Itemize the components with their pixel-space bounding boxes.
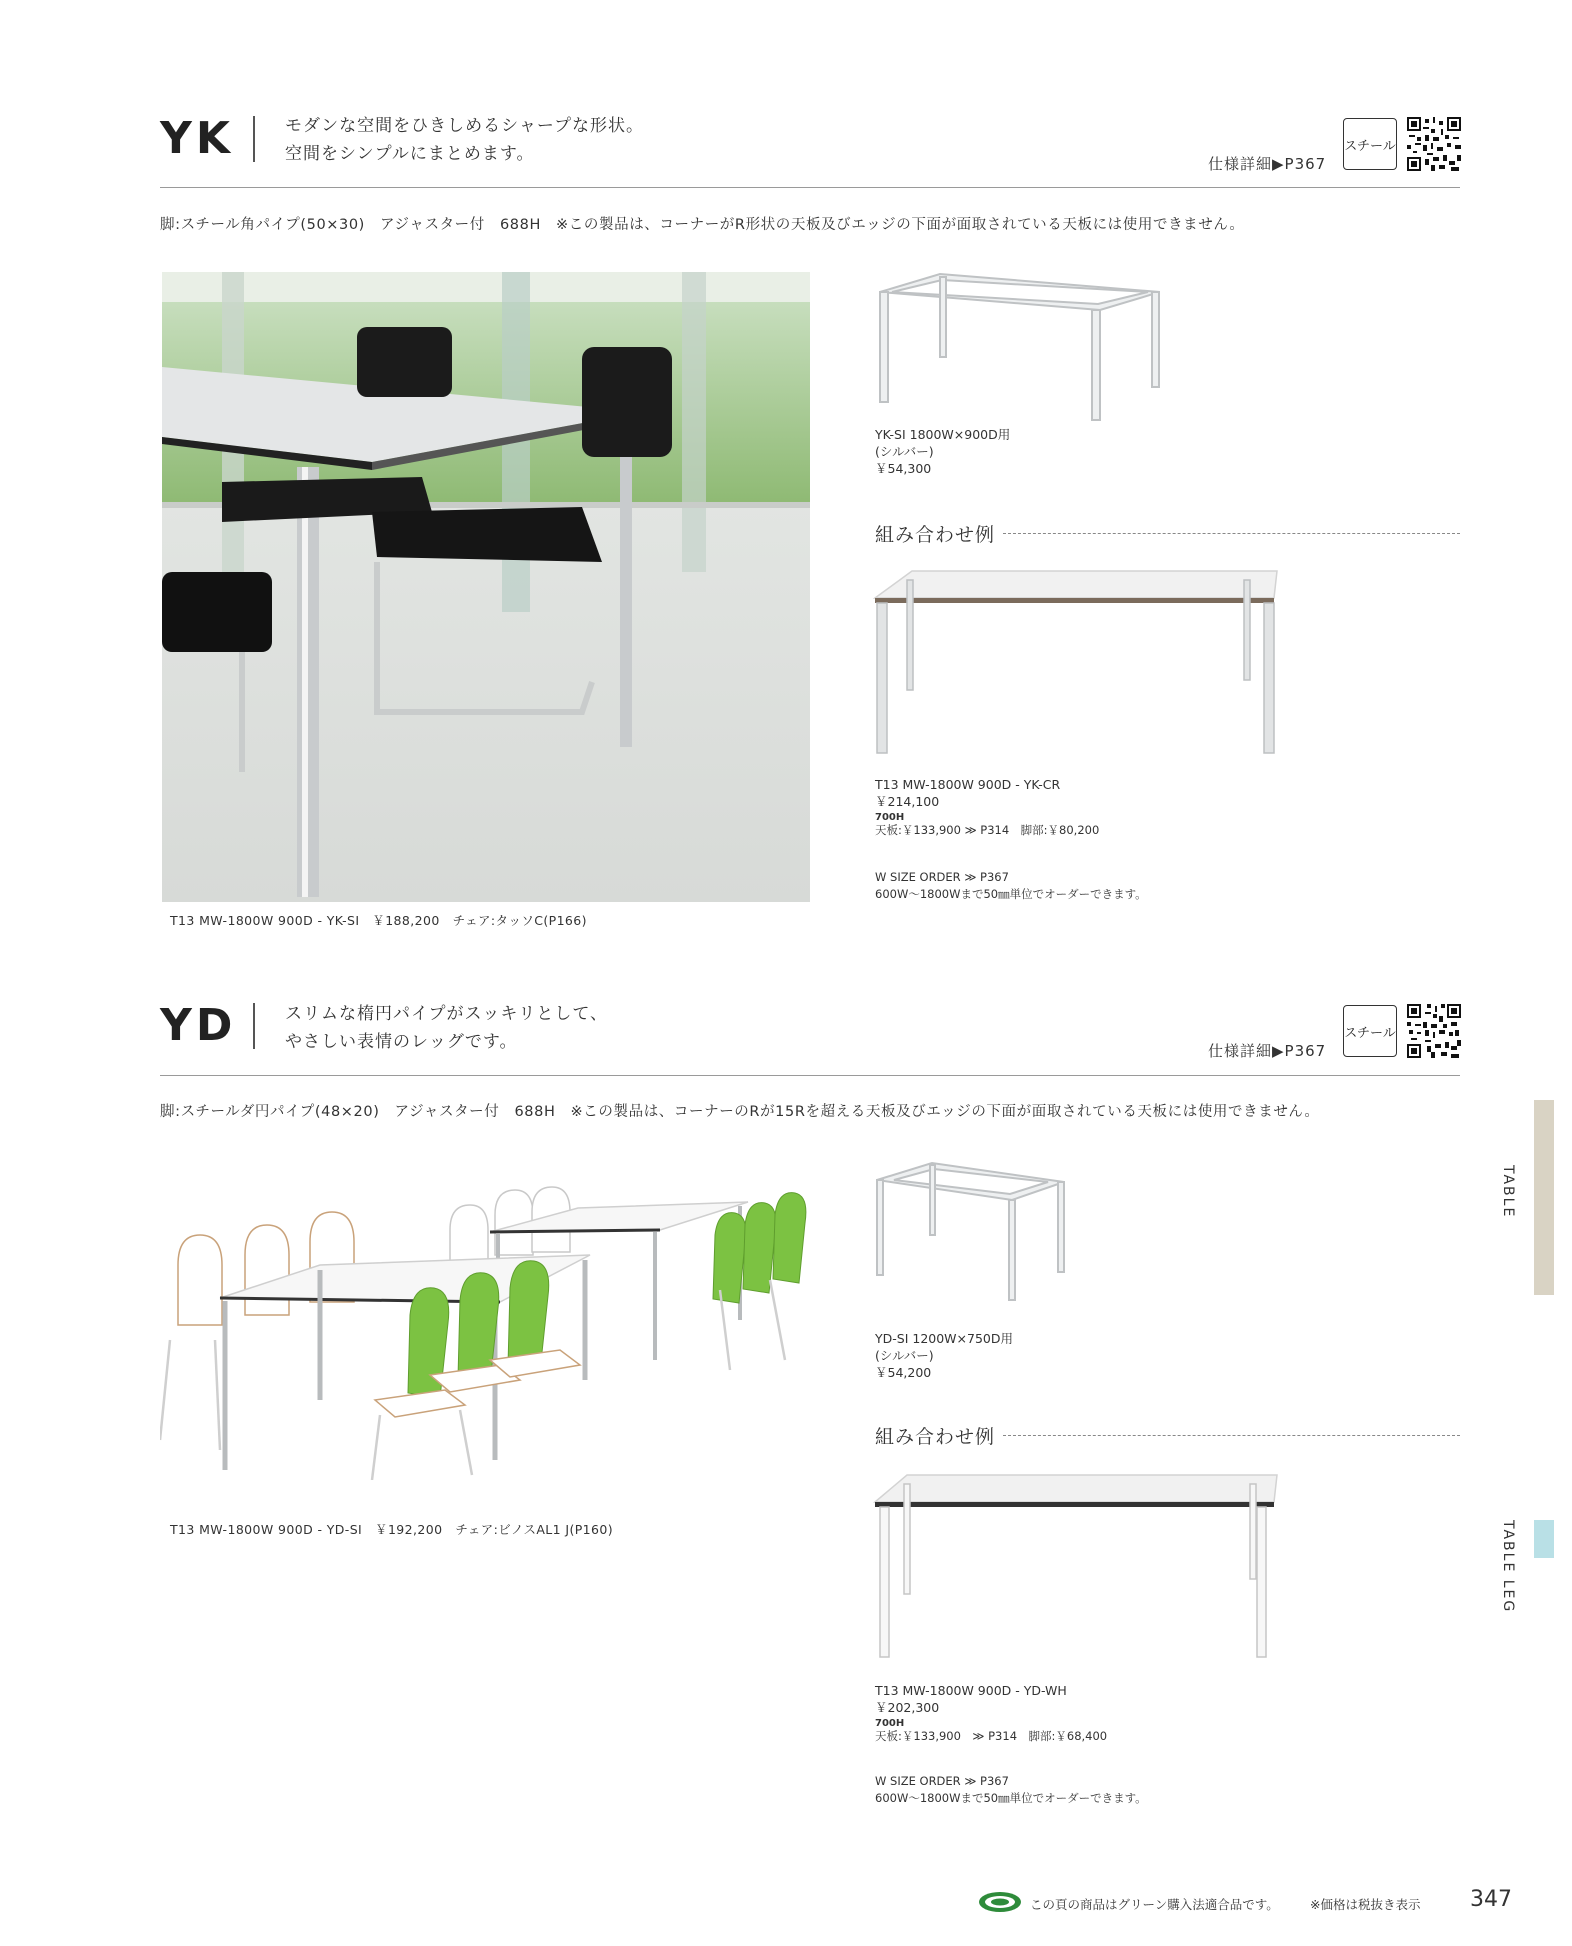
tagline-line: やさしい表情のレッグです。 xyxy=(285,1032,518,1052)
tagline-line: モダンな空間をひきしめるシャープな形状。 xyxy=(285,116,644,136)
tagline-line: 空間をシンプルにまとめます。 xyxy=(285,144,535,164)
leg-product-color: (シルバー) xyxy=(875,444,934,459)
leg-product-price: ￥54,300 xyxy=(875,461,932,476)
combo-breakdown: 天板:￥133,900 ≫ P314 脚部:￥68,400 xyxy=(875,1729,1108,1743)
side-tab-table-leg[interactable] xyxy=(1534,1520,1554,1558)
combo-product-price: ￥202,300 xyxy=(875,1700,940,1715)
size-order-note xyxy=(875,869,1147,903)
combo-product-info xyxy=(875,776,1060,810)
leg-product-name: YD-SI 1200W×750D用 xyxy=(875,1331,1013,1346)
combo-heading-text: 組み合わせ例 xyxy=(875,524,996,546)
header-divider xyxy=(253,1003,255,1049)
page-number: 347 xyxy=(1470,1887,1512,1912)
section-rule xyxy=(160,187,1460,188)
series-code: YK xyxy=(160,113,234,164)
leg-product-info xyxy=(875,1330,1013,1381)
size-order-note xyxy=(875,1773,1147,1807)
size-order-link[interactable]: W SIZE ORDER ≫ P367 xyxy=(875,870,1009,884)
combo-heading-text: 組み合わせ例 xyxy=(875,1426,996,1448)
leg-product-name: YK-SI 1800W×900D用 xyxy=(875,427,1011,442)
qr-code-icon[interactable] xyxy=(1407,1004,1461,1058)
combo-heading xyxy=(875,1422,1460,1449)
leg-frame-illustration xyxy=(872,1160,1072,1305)
combo-product-name: T13 MW-1800W 900D - YD-WH xyxy=(875,1683,1067,1698)
photo-caption: T13 MW-1800W 900D - YD-SI ￥192,200 チェア:ビノスAL1 J(P160) xyxy=(170,1522,614,1537)
section-rule xyxy=(160,1075,1460,1076)
size-order-text: 600W～1800Wまで50㎜単位でオーダーできます。 xyxy=(875,1791,1147,1805)
material-badge: スチール xyxy=(1343,1005,1397,1057)
combo-table-illustration xyxy=(872,568,1282,758)
leg-frame-illustration xyxy=(870,272,1160,422)
product-photo xyxy=(162,272,810,902)
leg-product-price: ￥54,200 xyxy=(875,1365,932,1380)
header-divider xyxy=(253,116,255,162)
tagline xyxy=(285,1000,608,1056)
side-tab-table[interactable] xyxy=(1534,1100,1554,1295)
tax-note: ※価格は税抜き表示 xyxy=(1310,1897,1421,1912)
photo-caption: T13 MW-1800W 900D - YK-SI ￥188,200 チェア:タッソC(P166) xyxy=(170,913,587,928)
size-order-link[interactable]: W SIZE ORDER ≫ P367 xyxy=(875,1774,1009,1788)
spec-note: 脚:スチール角パイプ(50×30) アジャスター付 688H ※この製品は、コーナーがR形状の天板及びエッジの下面が面取されている天板には使用できません。 xyxy=(160,217,1245,233)
product-photo xyxy=(160,1170,820,1480)
material-badge: スチール xyxy=(1343,118,1397,170)
qr-code-icon[interactable] xyxy=(1407,117,1461,171)
side-tab-label: TABLE xyxy=(1500,1165,1516,1219)
side-tab-label: TABLE LEG xyxy=(1500,1520,1516,1614)
combo-height: 700H xyxy=(875,812,905,823)
combo-height: 700H xyxy=(875,1718,905,1729)
spec-note: 脚:スチールダ円パイプ(48×20) アジャスター付 688H ※この製品は、コーナーのRが15Rを超える天板及びエッジの下面が面取されている天板には使用できません。 xyxy=(160,1104,1320,1120)
green-purchase-note: この頁の商品はグリーン購入法適合品です。 xyxy=(1030,1897,1279,1912)
leg-product-info xyxy=(875,426,1010,477)
tagline-line: スリムな楕円パイプがスッキリとして、 xyxy=(285,1004,608,1024)
combo-product-price: ￥214,100 xyxy=(875,794,940,809)
green-purchase-logo-icon xyxy=(978,1891,1022,1913)
tagline xyxy=(285,112,644,168)
spec-link[interactable]: 仕様詳細▶P367 xyxy=(1208,155,1327,173)
combo-heading xyxy=(875,520,1460,547)
combo-breakdown: 天板:￥133,900 ≫ P314 脚部:￥80,200 xyxy=(875,823,1100,837)
combo-product-info xyxy=(875,1682,1067,1716)
size-order-text: 600W～1800Wまで50㎜単位でオーダーできます。 xyxy=(875,887,1147,901)
series-code: YD xyxy=(160,1000,237,1051)
leg-product-color: (シルバー) xyxy=(875,1348,934,1363)
combo-table-illustration xyxy=(872,1472,1282,1662)
spec-link[interactable]: 仕様詳細▶P367 xyxy=(1208,1042,1327,1060)
combo-product-name: T13 MW-1800W 900D - YK-CR xyxy=(875,777,1061,792)
